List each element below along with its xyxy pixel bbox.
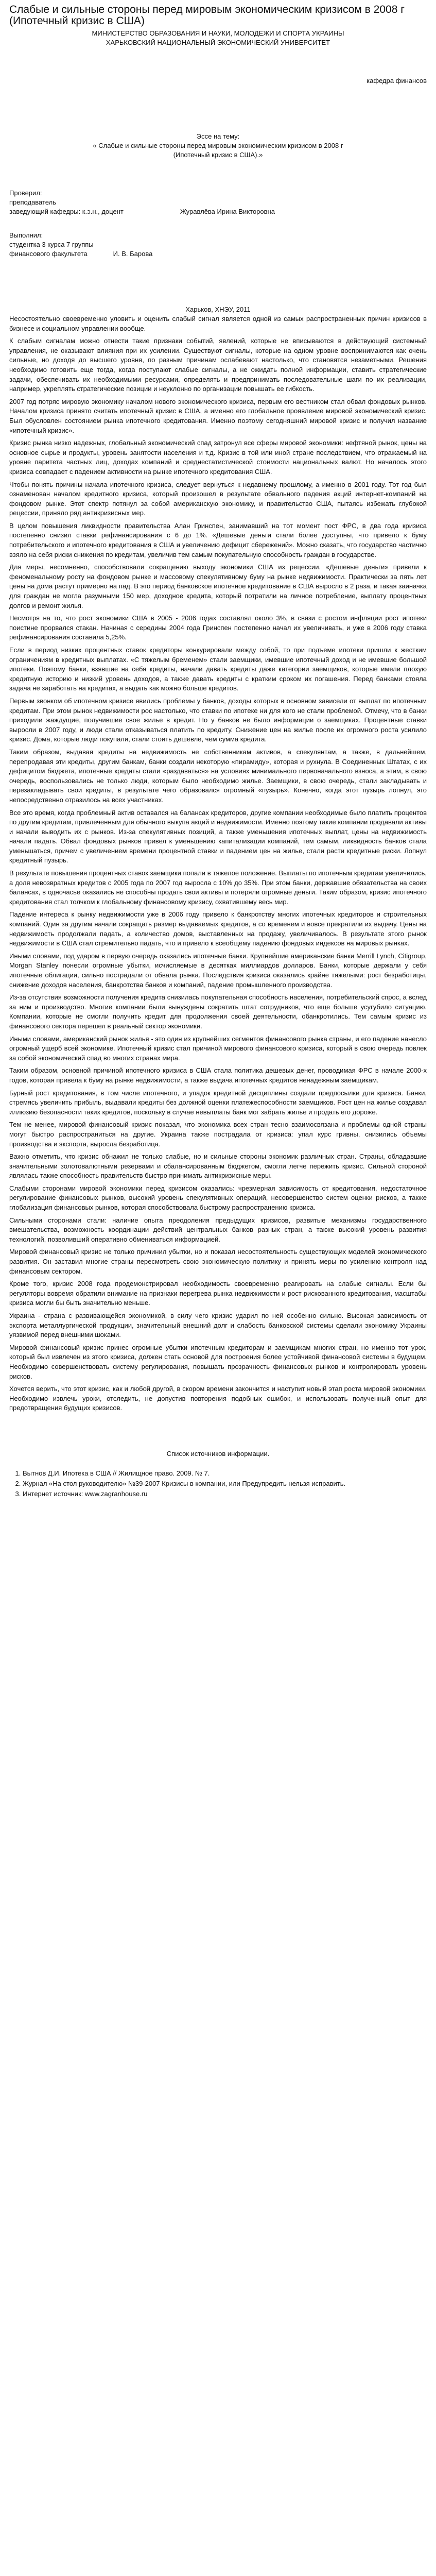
sources-list — [9, 1469, 427, 1499]
university-line: ХАРЬКОВСКИЙ НАЦИОНАЛЬНЫЙ ЭКОНОМИЧЕСКИЙ УНИВЕРСИТЕТ — [106, 39, 330, 46]
body-paragraph: Сильными сторонами стали: наличие опыта преодоления предыдущих кризисов, развитые механизмы государственного вмешательства, возможность координации действий центральных банков разных стран, а также высокий уровень развития технологий, позволивший оперативно обмениваться информацией. — [9, 1216, 427, 1243]
body-paragraph: Несмотря на то, что рост экономики США в 2005 - 2006 годах составлял около 3%, в связи с ростом инфляции рост ипотеки поистине прорвался стакан. Начиная с середины 2004 года Гринспен постепенно начал их увеличивать, и уже в 2006 году ставка рефинансирования составила 5,25%. — [9, 614, 427, 641]
done-name: И. В. Барова — [113, 250, 153, 258]
body-paragraph: Тем не менее, мировой финансовый кризис показал, что экономика всех стран тесно взаимосвязана и проблемы одной страны могут быстро распространиться на другие. Украина также пострадала от кризиса: упал курс гривны, снизились объемы производства и экспорта, выросла безработица. — [9, 1121, 427, 1148]
department-line: кафедра финансов — [367, 77, 427, 84]
checked-role-1: преподаватель — [9, 198, 56, 206]
body-paragraph: 2007 год потряс мировую экономику началом нового экономического кризиса, первым его вестником стал обвал фондовых рынков. Началом кризиса принято считать ипотечный кризис в США, а именно его глобальное проявление мировой экономический кризис. Был обусловлен состоянием рынка ипотечного кредитования. Именно поэтому сегодняшний мировой кризис и получил название «ипотечный кризис». — [9, 397, 427, 434]
source-item: 1. Вытнов Д.И. Ипотека в США // Жилищное право. 2009. № 7. — [23, 1469, 427, 1478]
body-paragraph: Важно отметить, что кризис обнажил не только слабые, но и сильные стороны экономик различных стран. Страны, обладавшие значительными золотовалютными резервами и сбалансированным бюджетом, смогли легче пережить кризис. Сильной стороной являлась также способность правительств быстро принимать антикризисные меры. — [9, 1153, 427, 1180]
body-paragraph: Хочется верить, что этот кризис, как и любой другой, в скором времени закончится и наступит новый этап роста мировой экономики. Необходимо извлечь уроки, отследить, не допустив повторения подобных ошибок, и использовать полученный опыт для предотвращения будущих кризисов. — [9, 1385, 427, 1412]
document-title: Слабые и сильные стороны перед мировым экономическим кризисом в 2008 г (Ипотечный кризис в США) — [9, 4, 405, 27]
done-role-2: финансового факультета — [9, 250, 88, 258]
body-paragraph: Мировой финансовый кризис принес огромные убытки ипотечным кредиторам и заемщикам многих стран, но именно тот урок, который был извлечен из этого кризиса, должен стать основой для построения более устойчивой финансовой системы в будущем. Необходимо совершенствовать систему регулирования, повышать прозрачность финансовых рынков и контролировать уровень рисков. — [9, 1343, 427, 1380]
sources-title: Список источников информации. — [166, 1449, 270, 1458]
essay-topic-continued: (Ипотечный кризис в США).» — [173, 151, 263, 159]
body-paragraph: Иными словами, американский рынок жилья - это один из крупнейших сегментов финансового рынка страны, и его падение нанесло огромный ущерб всей экономике. Ипотечный кризис стал причиной мирового финансового кризиса, который в свою очередь повлек за собой экономический спад во многих странах мира. — [9, 1035, 427, 1062]
body-paragraph: Таким образом, выдавая кредиты на недвижимость не собственникам активов, а спекулянтам, а также, в дальнейшем, перепродавая эти кредиты, другим банкам, банки создали некоторую «пирамиду», которая и рухнула. В Соединенных Штатах, с их дефицитом бюджета, ипотечные кредиты стали «раздаваться» на условиях минимального первоначального взноса, а этим, в свою очередь, воспользовались не только люди, которым было необходимо жилье. Заемщики, в свою очередь, стали закладывать и перезакладывать свои кредиты, в результате чего образовался огромный «пузырь». Конечно, когда этот пузырь лопнул, это непосредственно отразилось на всех участниках. — [9, 748, 427, 804]
body-paragraph: Если в период низких процентных ставок кредиторы конкурировали между собой, то при подъеме ипотеки пришли к жестким ограничениям в кредитных выплатах. «С тяжелым бременем» стали заемщики, имевшие ипотечный доход и не имевшие большой ипотеки. Поэтому банки, взявшие на себя кредиты, начали давать кредиты даже категории заемщиков, которые имели плохую кредитную историю и низкий уровень доходов, а также давать кредиты с кратким сроком их погашения. Перед банками стояла задача не заработать на кредитах, а выдать как можно больше кредитов. — [9, 646, 427, 692]
checked-role-2: заведующий кафедры: к.э.н., доцент — [9, 208, 124, 215]
done-row — [9, 249, 427, 259]
body-paragraph: Мировой финансовый кризис не только причинил убытки, но и показал несостоятельность существующих моделей экономического развития. Он заставил многие страны пересмотреть свою экономическую политику и принять меры по усилению контроля над финансовым сектором. — [9, 1248, 427, 1275]
source-item: 2. Журнал «На стол руководителю» №39-2007 Кризисы в компании, или Предупредить нельзя исправить. — [23, 1479, 427, 1488]
body-paragraph: Украина - страна с развивающейся экономикой, в силу чего кризис ударил по ней особенно сильно. Высокая зависимость от экспорта металлургической продукции, значительный внешний долг и слабость банковской системы сделали экономику Украины уязвимой перед внешними шоками. — [9, 1312, 427, 1339]
body-paragraph: Таким образом, основной причиной ипотечного кризиса в США стала политика дешевых денег, проводимая ФРС в начале 2000-х годов, которая привела к буму на рынке недвижимости, а также выдача ипотечных кредитов ненадежным заемщикам. — [9, 1066, 427, 1084]
essay-label: Эссе на тему: — [196, 132, 240, 140]
body-paragraph: Из-за отсутствия возможности получения кредита снизилась покупательная способность населения, потребительский спрос, а вслед за ним и производство. Многие компании были вынуждены сократить штат сотрудников, что еще больше усугубило ситуацию. Компании, которые не смогли получить кредит для продолжения своей деятельности, обанкротились. Тем самым кризис из финансового сектора перешел в реальный сектор экономики. — [9, 993, 427, 1030]
body-paragraph: Падение интереса к рынку недвижимости уже в 2006 году привело к банкротству многих ипотечных кредиторов и строительных компаний. Один за другим начали сокращать размер выдаваемых кредитов, а со временем и вовсе прекратили их выдачу. Цены на недвижимость продолжали падать, а количество домов, выставленных на продажу, увеличивалось. В результате этого рынок недвижимости в США стал стремительно падать, что и привело к всеобщему падению фондовых индексов на мировых рынках. — [9, 910, 427, 947]
body-paragraph: К слабым сигналам можно отнести такие признаки событий, явлений, которые не вписываются в действующий системный управления, не оказывают влияния при их усилении. Существуют сигналы, которые на одном уровне воспринимаются как очень сильные, но доходя до высшего уровня, по разным причинам ослабевают настолько, что становятся незаметными. Решения необходимо готовить еще тогда, когда поступают слабые сигналы, а не ожидать полной информации, ставить стратегические задачи, обеспечивать их необходимыми ресурсами, определять и предпринимать последовательные шаги по их реализации, например, укреплять стратегические позиции и неуклонно по организации повышать ее гибкость. — [9, 337, 427, 393]
body-paragraph: Бурный рост кредитования, в том числе ипотечного, и упадок кредитной дисциплины создали предпосылки для кризиса. Банки, стремясь увеличить прибыль, выдавали кредиты без должной оценки платежеспособности заемщиков. Рост цен на жилье создавал иллюзию безопасности таких кредитов, поскольку в случае невыплаты банк мог забрать жилье и продать его дороже. — [9, 1089, 427, 1116]
essay-topic: « Слабые и сильные стороны перед мировым экономическим кризисом в 2008 г — [93, 142, 343, 149]
body-paragraph: Все это время, когда проблемный актив оставался на балансах кредиторов, другие компании необходимые было платить процентов по другим кредитам, привлеченным для обычного выкупа акций и недвижимости. Именно поэтому такие компании продавали активы и начали выводить их с рынков. Из-за спекулятивных позиций, а также уменьшения ипотечных выплат, цены на недвижимость начали падать. Обвал фондовых рынков привел к уменьшению капитализации компаний, тем самым, ликвидность банков стала уменьшаться, причем с увеличением времени процентной ставки и падением цен на жилье, стали расти кредитные риски. Лопнул кредитный пузырь. — [9, 808, 427, 865]
done-role-1: студентка 3 курса 7 группы — [9, 241, 94, 248]
source-item: 3. Интернет источник: www.zagranhouse.ru — [23, 1489, 427, 1499]
body-paragraph: Первым звонком об ипотечном кризисе явились проблемы у банков, доходы которых в основном зависели от выплат по ипотечным кредитам. При этом рынок недвижимости рос настолько, что ставки по ипотеке ни для кого не стали проблемой. Отмечу, что в банки приходили жаждущие, получившие свое жилье в кредит. Но у банков не было информации о заемщиках. Процентные ставки выросли в 2007 году, и люди стали отказываться платить по кредиту. Снижение цен на жилье после их огромного роста усилило кризис. Дома, которые люди покупали, стали стоить дешевле, чем сумма кредита. — [9, 697, 427, 743]
body-paragraph: В результате повышения процентных ставок заемщики попали в тяжелое положение. Выплаты по ипотечным кредитам увеличились, а доля невозвратных кредитов с 2005 года по 2007 год выросла с 10% до 35%. При этом банки, державшие обязательства на своих балансах, в одночасье оказались не способны продать свои активы и потеряли огромные деньги. Таким образом, кризис ипотечного кредитования стал толчком к глобальному финансовому кризису, охватившему весь мир. — [9, 869, 427, 906]
checked-label: Проверил: — [9, 189, 42, 197]
body-paragraph: В целом повышения ликвидности правительства Алан Гринспен, занимавший на тот момент пост ФРС, в два года кризиса постепенно снизил ставки рефинансирования с 6 до 1%. «Дешевые деньги стали более доступны, что привело к буму потребительского и ипотечного кредитования в США и увеличению дефицит сбережений». Можно сказать, что государство частично взяло на себя риски снижения по кредитам, увеличив тем самым покупательную способность граждан в государстве. — [9, 521, 427, 558]
body-paragraph: Несостоятельно своевременно уловить и оценить слабый сигнал является одной из самых распространенных причин кризисов в бизнесе и социальном управлении вообще. — [9, 315, 427, 332]
done-label: Выполнил: — [9, 231, 43, 239]
body-paragraph: Слабыми сторонами мировой экономики перед кризисом оказались: чрезмерная зависимость от кредитования, недостаточное регулирование финансовых рынков, высокий уровень спекулятивных операций, несовершенство систем оценки рисков, а также глобализация финансовых рынков, которая способствовала быстрому распространению кризиса. — [9, 1184, 427, 1212]
essay-body — [9, 314, 427, 1413]
body-paragraph: Чтобы понять причины начала ипотечного кризиса, следует вернуться к недавнему прошлому, а именно в 2001 году. Тот год был ознаменован началом кредитного кризиса, который произошел в результате обвального падения акций интернет-компаний на фондовом рынке. Этот спектр потянул за собой американскую экономику, и правительство США, пытаясь избежать глубокой рецессии, приняло ряд антикризисных мер. — [9, 480, 427, 517]
body-paragraph: Для меры, несомненно, способствовали сокращению выходу экономики США из рецессии. «Дешевые деньги» привели к феноменальному росту на фондовом рынке и массовому спекулятивному буму на рынке недвижимости. Практически за пять лет цены на дома растут примерно на пад. В это период банковское ипотечное кредитование в США выросло в 2 раза, и такая заиначка для граждан не могла разумными 150 мер, доходное кредита, который потратили на личное потребление, выплату процентных долгов и ремонт жилья. — [9, 563, 427, 609]
checked-name: Журавлёва Ирина Викторовна — [180, 208, 275, 215]
body-paragraph: Кроме того, кризис 2008 года продемонстрировал необходимость своевременно реагировать на слабые сигналы. Если бы регуляторы вовремя обратили внимание на признаки перегрева рынка недвижимости и рост рискованного кредитования, масштабы кризиса могли бы быть значительно меньше. — [9, 1280, 427, 1307]
ministry-line: МИНИСТЕРСТВО ОБРАЗОВАНИЯ И НАУКИ, МОЛОДЕЖИ И СПОРТА УКРАИНЫ — [92, 29, 344, 37]
sources-section — [9, 1449, 427, 1499]
city-year: Харьков, ХНЭУ, 2011 — [185, 306, 251, 313]
body-paragraph: Иными словами, под ударом в первую очередь оказались ипотечные банки. Крупнейшие американские банки Merrill Lynch, Citigroup, Morgan Stanley понесли огромные убытки, исчисляемые в десятках миллиардов долларов. Банки, которые держали у себя ипотечные облигации, сильно пострадали от обвала рынка. Последствия кризиса оказались крайне тяжелыми: рост безработицы, снижение доходов населения, банкротства банков и компаний, падение промышленного производства. — [9, 952, 427, 989]
body-paragraph: Кризис рынка низко надежных, глобальный экономический спад затронул все сферы мировой экономики: нефтяной рынок, цены на основное сырье и продукты, уровень занятости населения и т.д. Кризис в той или иной стране последствием, что отражаемый на уровне паритета частных лиц, доходах компаний и среднестатистической стоимости национальных валют. Но началось этого кризиса совпадает с падением активности на рынке ипотечного кредитования США. — [9, 439, 427, 476]
checked-row — [9, 207, 427, 216]
